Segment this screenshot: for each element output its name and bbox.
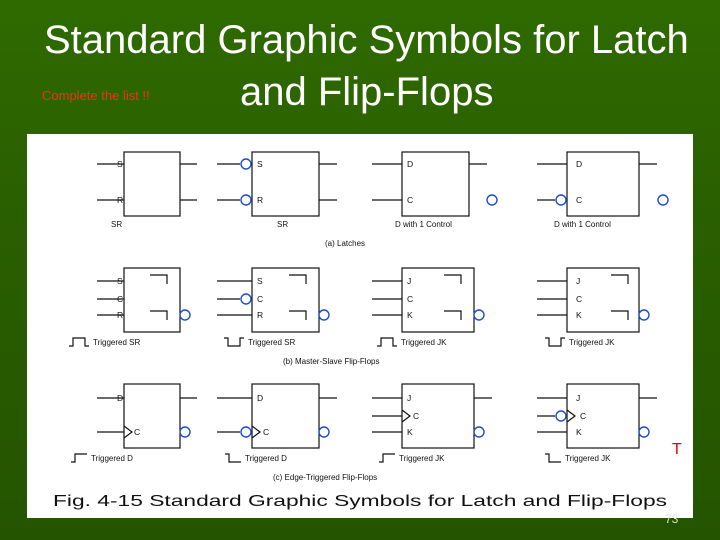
r2-c4-label-3: K [576, 310, 582, 320]
r1-c2-label-2: R [257, 195, 264, 205]
r3-c4-label-3: K [576, 427, 582, 437]
r1-c1-label-1: S [117, 159, 123, 169]
r1-c2-label-1: S [257, 159, 263, 169]
r3-c1-label-1: D [117, 393, 124, 403]
r3-c2-label-1: D [257, 393, 264, 403]
r2-c3-label-2: C [407, 294, 414, 304]
r3-c2-caption: Triggered D [245, 454, 287, 463]
r1-c4-label-1: D [576, 159, 583, 169]
r3-c3-label-1: J [407, 393, 412, 403]
edge-triggered-caption: (c) Edge-Triggered Flip-Flops [273, 473, 378, 482]
annotation-letter: T [672, 441, 682, 458]
r2-c1-label-1: S [117, 276, 123, 286]
note-text: Complete the list !! [42, 88, 150, 103]
r2-c4-label-1: J [576, 276, 581, 286]
page-number: 73 [665, 512, 679, 526]
r1-c3-label-2: C [407, 195, 414, 205]
r3-c2-label-2: C [263, 427, 270, 437]
r2-c1-label-2: C [117, 294, 124, 304]
r2-c3-label-3: K [407, 310, 413, 320]
symbols-diagram [27, 134, 693, 518]
slide-title-line2: and Flip-Flops [240, 70, 494, 114]
r1-c1-label-2: R [117, 195, 124, 205]
r3-c3-caption: Triggered JK [399, 454, 445, 463]
r3-c4-label-1: J [576, 393, 581, 403]
r3-c4-label-2: C [580, 411, 587, 421]
r3-c1-label-2: C [134, 427, 141, 437]
r1-c4-label-2: C [576, 195, 583, 205]
figure-caption: Fig. 4-15 Standard Graphic Symbols for Latch and Flip-Flops [53, 493, 667, 510]
r3-c3-label-3: K [407, 427, 413, 437]
slide-title-line1: Standard Graphic Symbols for Latch [44, 18, 689, 62]
r1-c1-caption: SR [111, 220, 123, 229]
r2-c2-label-2: C [257, 294, 264, 304]
r2-c4-caption: Triggered JK [569, 338, 615, 347]
r2-c1-caption: Triggered SR [93, 338, 141, 347]
latches-caption: (a) Latches [325, 239, 366, 248]
r1-c2-caption: SR [277, 220, 289, 229]
r3-c1-caption: Triggered D [91, 454, 133, 463]
r3-c3-label-2: C [413, 411, 420, 421]
r1-c3-label-1: D [407, 159, 414, 169]
master-slave-caption: (b) Master-Slave Flip-Flops [283, 357, 380, 366]
r1-c3-caption: D with 1 Control [395, 220, 452, 229]
r2-c2-caption: Triggered SR [248, 338, 296, 347]
r3-c4-caption: Triggered JK [565, 454, 611, 463]
r2-c3-caption: Triggered JK [401, 338, 447, 347]
r2-c2-label-1: S [257, 276, 263, 286]
symbols-figure [27, 134, 693, 518]
r2-c3-label-1: J [407, 276, 412, 286]
r2-c4-label-2: C [576, 294, 583, 304]
r1-c4-caption: D with 1 Control [554, 220, 611, 229]
r2-c1-label-3: R [117, 310, 124, 320]
r2-c2-label-3: R [257, 310, 264, 320]
